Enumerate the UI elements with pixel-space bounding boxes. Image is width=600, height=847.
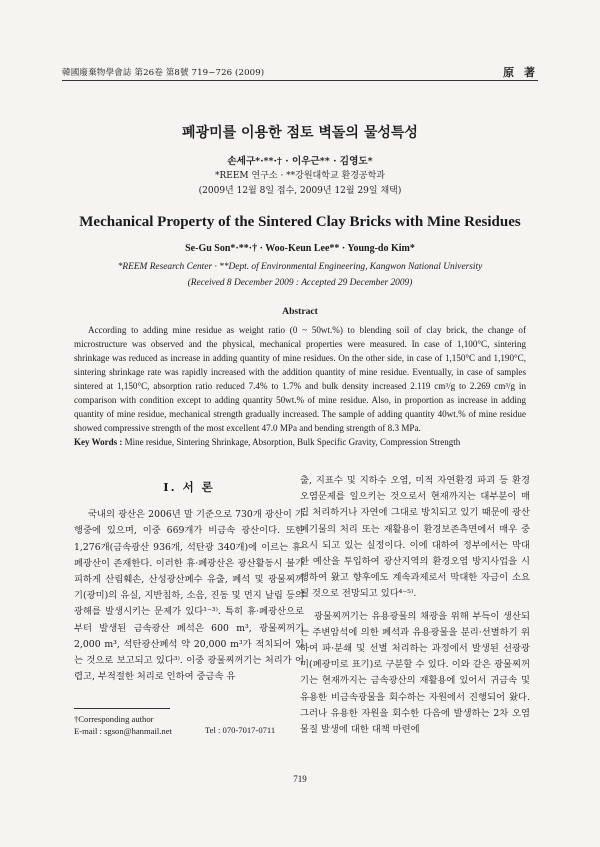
left-column: [74, 473, 304, 685]
keywords-text: Mine residue, Sintering Shrinkage, Absorption, Bulk Specific Gravity, Compression Strength: [124, 437, 461, 447]
english-received-date: (Received 8 December 2009 : Accepted 29 December 2009): [187, 278, 413, 288]
korean-authors: 손세구*·**·† · 이우근** · 김영도*: [227, 156, 373, 167]
english-authors: Se-Gu Son*·**·† · Woo-Keun Lee** · Young-do Kim*: [185, 243, 415, 254]
keywords: [74, 437, 526, 447]
intro-paragraph-1-cont: 출, 지표수 및 지하수 오염, 미적 자연환경 파괴 등 환경오염문제를 일으키는 것으로서 현재까지는 대부분이 매립 처리하거나 자연에 그대로 방치되고 있기 때문에 광산폐기물의 처리 또는 재활용이 환경보존측면에서 매우 중요시 되고 있는 실정이다. 이에 대하여 정부에서는 막대한 예산을 투입하여 광산지역의 환경오염 방지사업을 시행하여 왔고 향후에도 계속과제로서 막대한 자금이 소요될 것으로 전망되고 있다⁴⁻⁵⁾.: [300, 475, 530, 600]
keywords-label: Key Words :: [74, 437, 123, 447]
footnote-tel: Tel : 070-7017-0711: [205, 725, 276, 735]
article-type-badge: 原 著: [503, 66, 538, 79]
abstract-heading: Abstract: [282, 306, 318, 317]
korean-title: 폐광미를 이용한 점토 벽돌의 물성특성: [182, 125, 418, 141]
korean-received-date: (2009년 12월 8일 접수, 2009년 12월 29일 채택): [198, 186, 402, 196]
abstract-text: According to adding mine residue as weight ratio (0 ~ 50wt.%) to blending soil of clay brick, the change of microstructure was observed and the physical, mechanical properties were measured. In case of 1,100°C, sintering shrinkage was reduced as increase in adding quantity of mine residues. On the other side, in case of 1,150°C and 1,190°C, sintering shrinkage rate was rapidly increased with the addition quantity of mine residue. Eventually, in case of samples sintered at 1,150°C, absorption ratio reduced 7.4% to 1.7% and bulk density increased 2.119 cm³/g to 2.269 cm³/g in comparison with condition except to adding quantity 50wt.% of mine residue. Also, in proportion as increase in adding quantity of mine residue, mechanical strength gradually increased. The sample of adding quantity 40wt.% of mine residue showed compressive strength of the most excellent 47.0 MPa and bending strength of 8.3 MPa.: [74, 325, 526, 433]
page-number: 719: [293, 774, 307, 784]
footnote-email: E-mail : sgson@hanmail.net: [74, 726, 172, 736]
intro-paragraph-1: 국내의 광산은 2006년 말 기준으로 730개 광산이 가행중에 있으며, 이중 669개가 비금속 광산이다. 또한 1,276개(금속광산 936개, 석탄광 340개)에 이르는 휴·폐광산이 존재한다. 이러한 휴·폐광산은 광산활동시 불가피하게 산림훼손, 산성광산폐수 유출, 폐석 및 광물찌꺼기(광미)의 유실, 지반침하, 소음, 진동 및 먼지 날림 등의 광해를 발생시키는 문제가 있다¹⁻³⁾. 특히 휴·폐광산으로부터 발생된 금속광산 폐석은 600 m³, 광물찌꺼기 2,000 m³, 석탄광산폐석 약 20,000 m³가 적치되어 있는 것으로 보고되고 있다³⁾. 이중 광물찌꺼기는 처리가 어렵고, 부적절한 처리로 인하여 중금속 유: [74, 509, 304, 683]
right-column: [300, 473, 530, 738]
section-title-introduction: I. 서 론: [163, 480, 215, 494]
korean-affiliation: *REEM 연구소 · **강원대학교 환경공학과: [215, 171, 385, 181]
journal-citation: 韓國廢棄物學會誌 第26卷 第8號 719~726 (2009): [62, 68, 265, 78]
english-affiliation: *REEM Research Center · **Dept. of Environmental Engineering, Kangwon National University: [117, 262, 483, 272]
intro-paragraph-2: 광물찌꺼기는 유용광물의 채광을 위해 부득이 생산되는 주변암석에 의한 폐석과 유용광물을 분리·선별하기 위하여 파·분쇄 및 선별 처리하는 과정에서 발생된 선광광미(폐광미로 표기)로 구분할 수 있다. 이와 같은 광물찌꺼기는 현재까지는 금속광산의 재활용에 있어서 귀금속 및 유용한 비금속광물을 회수하는 자원에서 진행되어 왔다. 그러나 유용한 자원을 회수한 다음에 발생하는 2차 오염물질 발생에 대한 대책 마련에: [300, 610, 530, 736]
english-title: Mechanical Property of the Sintered Clay Bricks with Mine Residues: [79, 214, 521, 230]
footnote-corresponding: †Corresponding author: [74, 714, 154, 724]
header-rule: [62, 80, 538, 81]
footnote-rule: [74, 708, 170, 709]
